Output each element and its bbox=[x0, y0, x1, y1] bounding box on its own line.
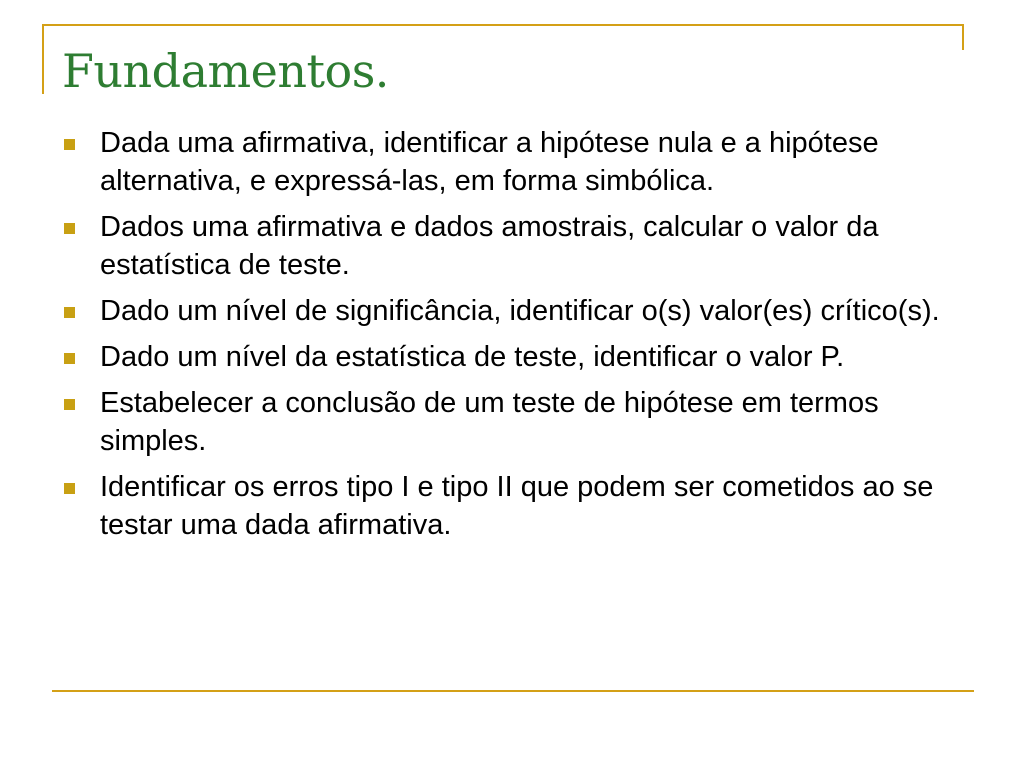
square-bullet-icon bbox=[64, 353, 75, 364]
bullet-item bbox=[62, 384, 962, 460]
bullet-item bbox=[62, 468, 962, 544]
bullet-list bbox=[62, 124, 962, 552]
bullet-item bbox=[62, 338, 962, 376]
bullet-text: Identificar os erros tipo I e tipo II que podem ser cometidos ao se testar uma dada afirmativa. bbox=[100, 471, 934, 541]
frame-bottom-line bbox=[52, 690, 974, 692]
bullet-text: Estabelecer a conclusão de um teste de hipótese em termos simples. bbox=[100, 387, 879, 457]
frame-left-line bbox=[42, 24, 44, 94]
bullet-item bbox=[62, 292, 962, 330]
square-bullet-icon bbox=[64, 223, 75, 234]
square-bullet-icon bbox=[64, 399, 75, 410]
bullet-text: Dado um nível da estatística de teste, identificar o valor P. bbox=[100, 341, 845, 373]
square-bullet-icon bbox=[64, 307, 75, 318]
bullet-text: Dado um nível de significância, identificar o(s) valor(es) crítico(s). bbox=[100, 295, 940, 327]
frame-top-line bbox=[42, 24, 964, 26]
bullet-item bbox=[62, 124, 962, 200]
square-bullet-icon bbox=[64, 483, 75, 494]
bullet-item bbox=[62, 208, 962, 284]
bullet-text: Dados uma afirmativa e dados amostrais, calcular o valor da estatística de teste. bbox=[100, 211, 879, 281]
frame-right-line bbox=[962, 24, 964, 50]
bullet-text: Dada uma afirmativa, identificar a hipótese nula e a hipótese alternativa, e expressá-las, em forma simbólica. bbox=[100, 127, 879, 197]
slide-title: Fundamentos. bbox=[62, 44, 389, 98]
square-bullet-icon bbox=[64, 139, 75, 150]
